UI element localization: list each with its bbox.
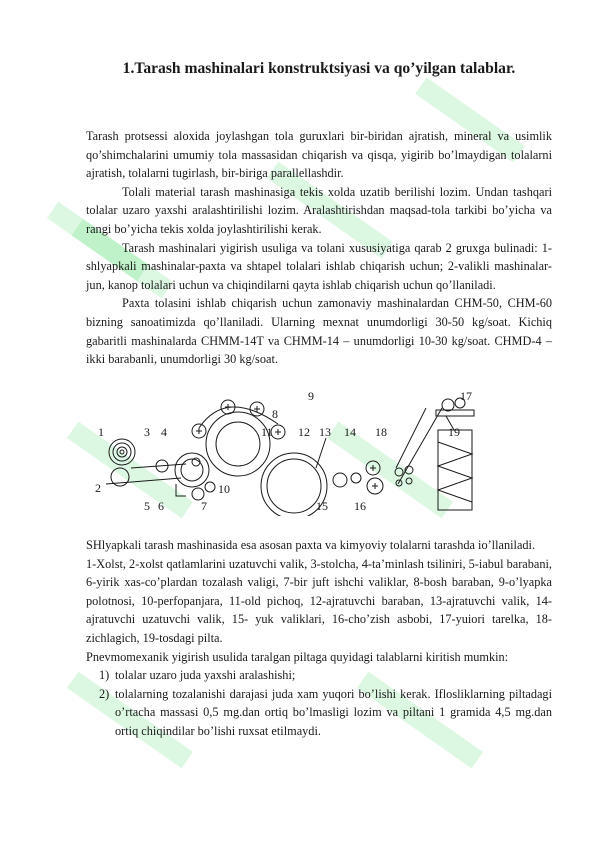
figure-label: 16 bbox=[354, 499, 366, 513]
figure-label: 1 bbox=[98, 425, 104, 439]
figure-label: 18 bbox=[375, 425, 387, 439]
carding-machine-diagram bbox=[86, 388, 556, 516]
paragraph: SHlyapkali tarash mashinasida esa asosan paxta va kimyoviy tolalarni tarashda io’llaniladi. bbox=[86, 538, 536, 552]
list-number: 1) bbox=[99, 668, 110, 683]
page-title: 1.Tarash mashinalari konstruktsiyasi va qo’yilgan talablar. bbox=[122, 60, 516, 77]
figure-label: 3 bbox=[144, 425, 150, 439]
figure-label: 7 bbox=[201, 499, 207, 513]
paragraph: Tarash protsessi aloxida joylashgan tola guruxlari bir-biridan ajratish, mineral va usimlik qo’shimchalarini umumiy tola massasidan chiqarish va qisqa, yigirib bo’lmaydigan tolalarni ajratish, tolalarni tugirlash, bir-biriga parallellashdir. bbox=[86, 129, 552, 181]
list-number: 2) bbox=[99, 686, 110, 701]
figure-label: 15 bbox=[316, 499, 328, 513]
list-text: tolalarning tozalanishi darajasi juda xam yuqori bo’lishi kerak. Iflosliklarning piltadagi o’rtacha massasi 0,5 mg.dan ortiq bo’lmasligi lozim va piltani 1 gramida 4,5 mg.dan ortiq chiqindilar bo’lishi ruxsat etilmaydi. bbox=[115, 686, 552, 738]
paragraph: Paxta tolasini ishlab chiqarish uchun zamonaviy mashinalardan CHM-50, CHM-60 bizning sanoatimizda qo’llaniladi. Ularning mexnat unumdorligi 30-50 kg/soat. Kichiq gabaritli mashinalarda CHMM-14T va CHMM-14 – unumdorligi 10-30 kg/soat. CHMD-4 – ikki barabanli, unumdorligi 30 kg/soat. bbox=[86, 296, 552, 367]
list-item bbox=[86, 666, 552, 685]
requirements-list bbox=[86, 666, 552, 740]
figure-label: 9 bbox=[308, 389, 314, 403]
description-section bbox=[86, 536, 552, 741]
paragraph: Tarash mashinalari yigirish usuliga va tolani xususiyatiga qarab 2 gruxga bulinadi: 1- shlyapkali mashinalar-paxta va shtapel tolalari ishlab chiqarish uchun; 2-valikli mashinalar-jun, kanop tolalari uchun va chiqindilarni qayta ishlab chiqarish uchun qo’llaniladi. bbox=[86, 240, 552, 292]
figure-label: 6 bbox=[158, 499, 164, 513]
figure-label: 14 bbox=[344, 425, 356, 439]
figure-label: 12 bbox=[298, 425, 310, 439]
figure-label: 5 bbox=[144, 499, 150, 513]
list-item bbox=[86, 685, 552, 741]
figure-label: 8 bbox=[272, 407, 278, 421]
figure-label: 17 bbox=[460, 389, 472, 403]
list-text: tolalar uzaro juda yaxshi aralashishi; bbox=[115, 668, 296, 683]
paragraph: Pnevmomexanik yigirish usulida taralgan piltaga quyidagi talablarni kiritish mumkin: bbox=[86, 649, 509, 664]
figure-label: 13 bbox=[319, 425, 331, 439]
figure-label: 11 bbox=[261, 425, 273, 439]
figure-label: 10 bbox=[218, 482, 230, 496]
figure-label: 4 bbox=[161, 425, 167, 439]
lap-roll-shape bbox=[109, 439, 135, 465]
figure-label: 2 bbox=[95, 481, 101, 495]
figure-label: 19 bbox=[448, 425, 460, 439]
intro-section bbox=[86, 127, 552, 369]
paragraph: 1-Xolst, 2-xolst qatlamlarini uzatuvchi valik, 3-stolcha, 4-ta’minlash tsiliniri, 5-iabul barabani, 6-yirik xas-co’plardan tozalash valigi, 7-bir juft ishchi valiklar, 8-bosh baraban, 9-o’lyapka polotnosi, 10-perfopanjara, 11-old pichoq, 12-ajratuvchi baraban, 13-ajratuvchi valik, 14-ajratuvchi uzatuvchi valik, 15- yuk valiklari, 16-cho’zish asbobi, 17-yuiori tarelka, 18-zichlagich, 19-tosdagi pilta. bbox=[86, 556, 552, 645]
paragraph: Tolali material tarash mashinasiga tekis xolda uzatib berilishi lozim. Undan tashqari tolalar uzaro yaxshi aralashtirilishi lozim. Aralashtirishdan maqsad-tola tarkibi bo’yicha va rangi bo’yicha tekis xolda joylashtirilishi kerak. bbox=[86, 184, 552, 236]
